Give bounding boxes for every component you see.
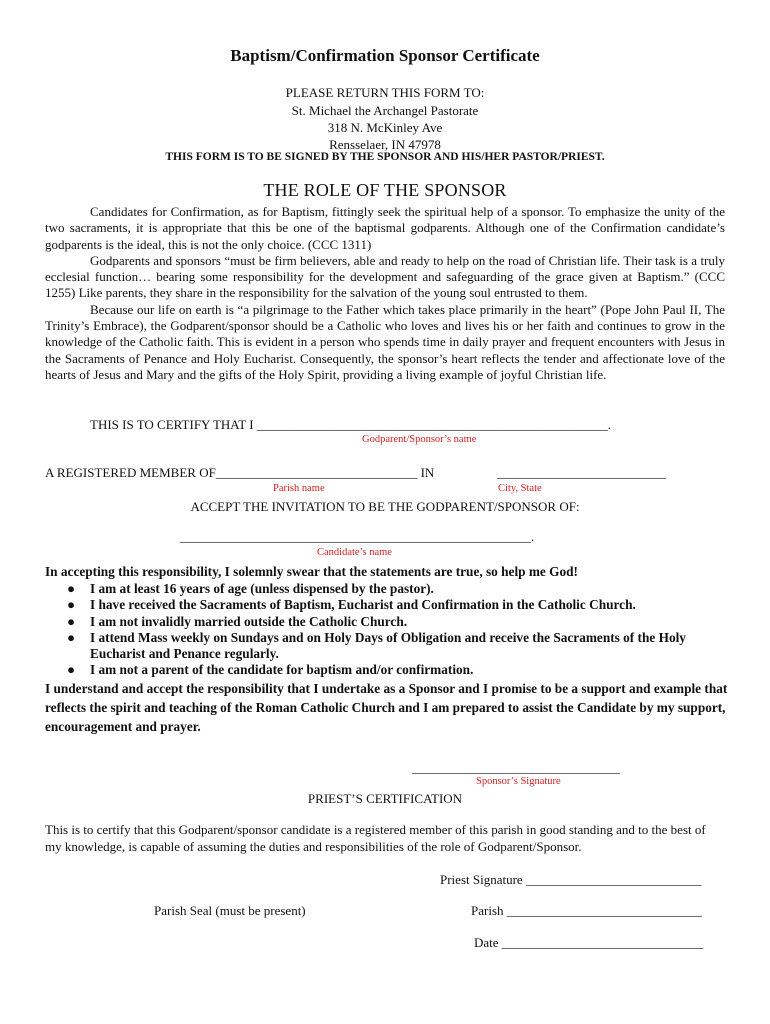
role-heading: THE ROLE OF THE SPONSOR xyxy=(263,180,507,200)
signing-notice: THIS FORM IS TO BE SIGNED BY THE SPONSOR AND HIS/HER PASTOR/PRIEST. xyxy=(165,151,605,163)
role-paragraph-1: Candidates for Confirmation, as for Baptism, fittingly seek the spiritual help of a sponsor. To emphasize the unity of the two sacraments, it is appropriate that this be one of the baptismal godparents. Although one of the Confirmation candidate’s godparents is the ideal, this is not the only choice. (CCC 1311) xyxy=(45,204,725,252)
requirement-item: ● I am not a parent of the candidate for baptism and/or confirmation. xyxy=(67,662,474,678)
candidate-name-caption: Candidate’s name xyxy=(317,547,392,558)
return-address-line3: Rensselaer, IN 47978 xyxy=(329,137,441,152)
priest-certification-text: This is to certify that this Godparent/sponsor candidate is a registered member of this parish in good standing and to the best of my knowledge, is capable of assuming the duties and responsibilities of the role of Godparent/Sponsor. xyxy=(45,822,706,854)
requirements-list xyxy=(45,581,735,679)
certify-prefix: THIS IS TO CERTIFY THAT I xyxy=(90,417,254,432)
parish-line xyxy=(471,903,702,919)
city-state-field[interactable]: __________________________ xyxy=(497,465,666,480)
parish-field[interactable]: ______________________________ xyxy=(506,903,702,918)
oath-statement: In accepting this responsibility, I solemnly swear that the statements are true, so help me God! xyxy=(45,564,578,579)
form-title: Baptism/Confirmation Sponsor Certificate xyxy=(230,46,540,65)
bullet-icon: ● xyxy=(67,613,76,629)
certify-line xyxy=(90,417,611,433)
priest-signature-field[interactable]: ___________________________ xyxy=(525,872,702,887)
bullet-icon: ● xyxy=(67,581,76,596)
date-line xyxy=(474,935,703,951)
priest-signature-label: Priest Signature xyxy=(440,872,523,887)
in-label: IN xyxy=(420,465,435,480)
priest-certification-heading: PRIEST’S CERTIFICATION xyxy=(307,791,463,806)
sponsor-signature-caption: Sponsor’s Signature xyxy=(476,776,561,787)
sponsor-name-field[interactable]: ______________________________________________________. xyxy=(256,417,612,432)
parish-name-field[interactable]: _______________________________ xyxy=(215,465,418,480)
sponsor-signature-field[interactable]: ________________________________ xyxy=(412,760,620,775)
requirement-item: ● I attend Mass weekly on Sundays and on Holy Days of Obligation and receive the Sacraments of the Holy Eucharist and Penance regularly. xyxy=(67,629,686,662)
bullet-icon: ● xyxy=(67,629,76,645)
priest-signature-line xyxy=(440,872,701,888)
requirement-item: ● I am not invalidly married outside the Catholic Church. xyxy=(67,613,408,629)
accept-invitation-text: ACCEPT THE INVITATION TO BE THE GODPARENT/SPONSOR OF: xyxy=(190,499,580,514)
role-paragraph-2: Godparents and sponsors “must be firm believers, able and ready to help on the road of Christian life. Their task is a truly ecclesial function… bearing some responsibility for the development and safeguarding of the grace given at Baptism.” (CCC 1255) Like parents, they share in the responsibility for the salvation of the young soul entrusted to them. xyxy=(45,252,725,301)
bullet-icon: ● xyxy=(67,662,76,678)
bullet-icon: ● xyxy=(67,597,76,613)
return-address-line1: St. Michael the Archangel Pastorate xyxy=(291,103,479,118)
parish-label: Parish xyxy=(471,903,504,918)
closing-statement: I understand and accept the responsibility that I undertake as a Sponsor and I promise to be a support and example that reflects the spirit and teaching of the Roman Catholic Church and I am prepared to assist the Candidate by my support, encouragement and prayer. xyxy=(45,681,728,734)
requirement-item: ● I have received the Sacraments of Baptism, Eucharist and Confirmation in the Catholic Church. xyxy=(67,597,636,613)
role-text xyxy=(45,204,725,383)
candidate-name-field[interactable]: ______________________________________________________. xyxy=(180,529,535,544)
city-state-caption: City, State xyxy=(498,483,542,494)
parish-name-caption: Parish name xyxy=(273,483,325,494)
requirement-item: ● I am at least 16 years of age (unless dispensed by the pastor). xyxy=(67,581,434,596)
member-prefix: A REGISTERED MEMBER OF xyxy=(45,465,216,480)
member-line xyxy=(45,465,434,481)
sponsor-name-caption: Godparent/Sponsor’s name xyxy=(362,434,477,445)
date-label: Date xyxy=(474,935,499,950)
return-address-line2: 318 N. McKinley Ave xyxy=(327,120,443,135)
return-label: PLEASE RETURN THIS FORM TO: xyxy=(285,85,485,100)
date-field[interactable]: _______________________________ xyxy=(501,935,704,950)
role-paragraph-3: Because our life on earth is “a pilgrimage to the Father which takes place primarily in the heart” (Pope John Paul II, The Trinity’s Embrace), the Godparent/sponsor should be a Catholic who loves and lives his or her faith and continues to grow in the knowledge of the Catholic faith. This is evident in a person who spends time in daily prayer and frequent encounters with Jesus in the Sacraments of Penance and Holy Eucharist. Consequently, the sponsor’s heart reflects the tender and affectionate love of the hearts of Jesus and Mary and the gifts of the Holy Spirit, providing a living example of joyful Christian life. xyxy=(45,301,725,382)
parish-seal-label: Parish Seal (must be present) xyxy=(154,903,306,918)
